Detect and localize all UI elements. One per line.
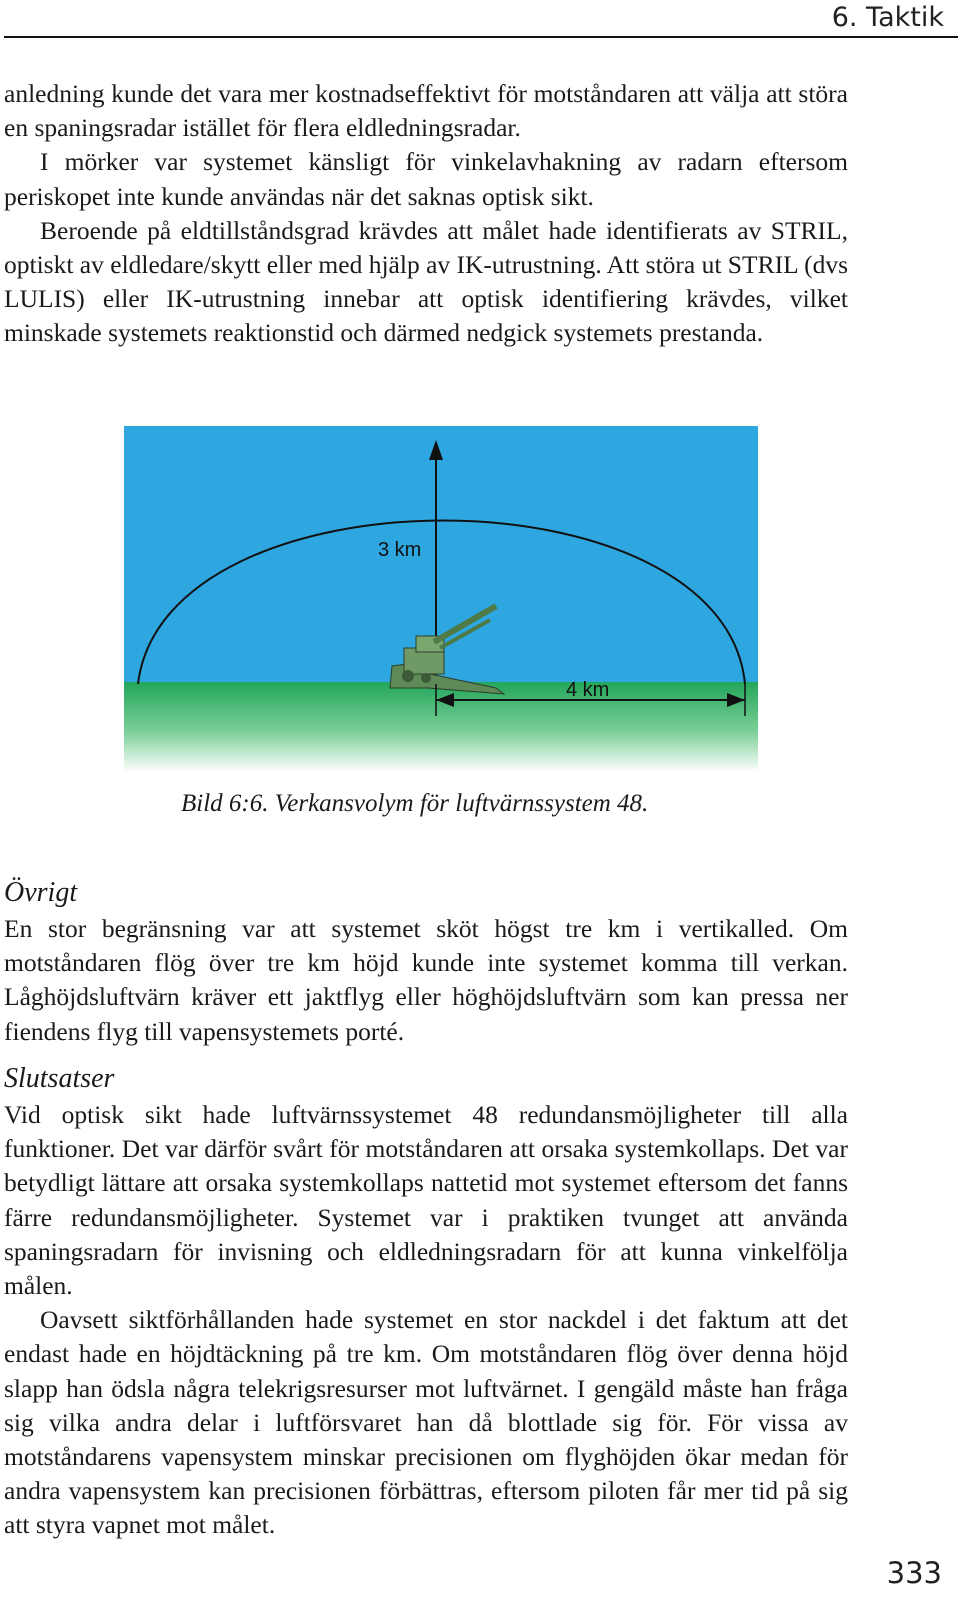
paragraph: Beroende på eldtillståndsgrad krävdes att målet hade identifierats av STRIL, optiskt av eldledare/skytt eller med hjälp av IK-utrustning. Att störa ut STRIL (dvs LULIS) eller IK-utrustning innebar att optisk identifiering krävdes, vilket minskade systemets reaktionstid och därmed nedgick systemets prestanda. bbox=[4, 215, 848, 348]
paragraph: anledning kunde det vara mer kostnadseffektivt för motståndaren att välja att störa en spaningsradar istället för flera eldledningsradar. bbox=[4, 79, 848, 143]
engagement-volume-diagram bbox=[124, 426, 758, 772]
running-head: 6. Taktik bbox=[831, 2, 944, 33]
page-number: 333 bbox=[886, 1556, 942, 1590]
section-heading: Övrigt bbox=[4, 877, 78, 908]
figure-engagement-volume bbox=[124, 426, 758, 772]
paragraph: En stor begränsning var att systemet sköt högst tre km i vertikalled. Om motståndaren flög över tre km höjd kunde inte systemet komma till verkan. Låghöjdsluftvärn kräver ett jaktflyg eller höghöjdsluftvärn som kan pressa ner fiendens flyg till vapensystemets porté. bbox=[4, 914, 848, 1046]
vertical-range-label: 3 km bbox=[378, 539, 422, 561]
paragraph: I mörker var systemet känsligt för vinkelavhakning av radarn eftersom periskopet inte kunde användas när det saknas optisk sikt. bbox=[4, 147, 848, 211]
figure-caption: Bild 6:6. Verkansvolym för luftvärnssystem 48. bbox=[181, 790, 649, 817]
ground bbox=[124, 682, 758, 772]
section-heading: Slutsatser bbox=[4, 1063, 115, 1094]
paragraph: Oavsett siktförhållanden hade systemet en stor nackdel i det faktum att det endast hade en höjdtäckning på tre km. Om motståndaren flög över denna höjd slapp han ödsla några telekrigsresurser mot luftvärnet. I gengäld måste han fråga sig vilka andra delar i luftförsvaret han då blottlade sig för. För vissa av motståndarens vapensystem minskar precisionen om flyghöjden ökar medan för andra vapensystem kan precisionen förbättras, eftersom piloten får mer tid på sig att styra vapnet mot målet. bbox=[4, 1305, 848, 1540]
section-ovrigt bbox=[4, 876, 848, 1049]
body-text-top bbox=[4, 77, 848, 351]
horizontal-range-label: 4 km bbox=[566, 679, 610, 701]
header-rule bbox=[4, 36, 958, 38]
section-slutsatser bbox=[4, 1062, 848, 1543]
paragraph: Vid optisk sikt hade luftvärnssystemet 48 redundansmöjligheter till alla funktioner. Det var därför svårt för motståndaren att orsaka systemkollaps. Det var betydligt lättare att orsaka systemkollaps nattetid mot systemet eftersom det fanns färre redundansmöjligheter. Systemet var i praktiken tvunget att använda spaningsradarn för invisning och eldledningsradarn för att kunna vinkelfölja målen. bbox=[4, 1100, 848, 1301]
